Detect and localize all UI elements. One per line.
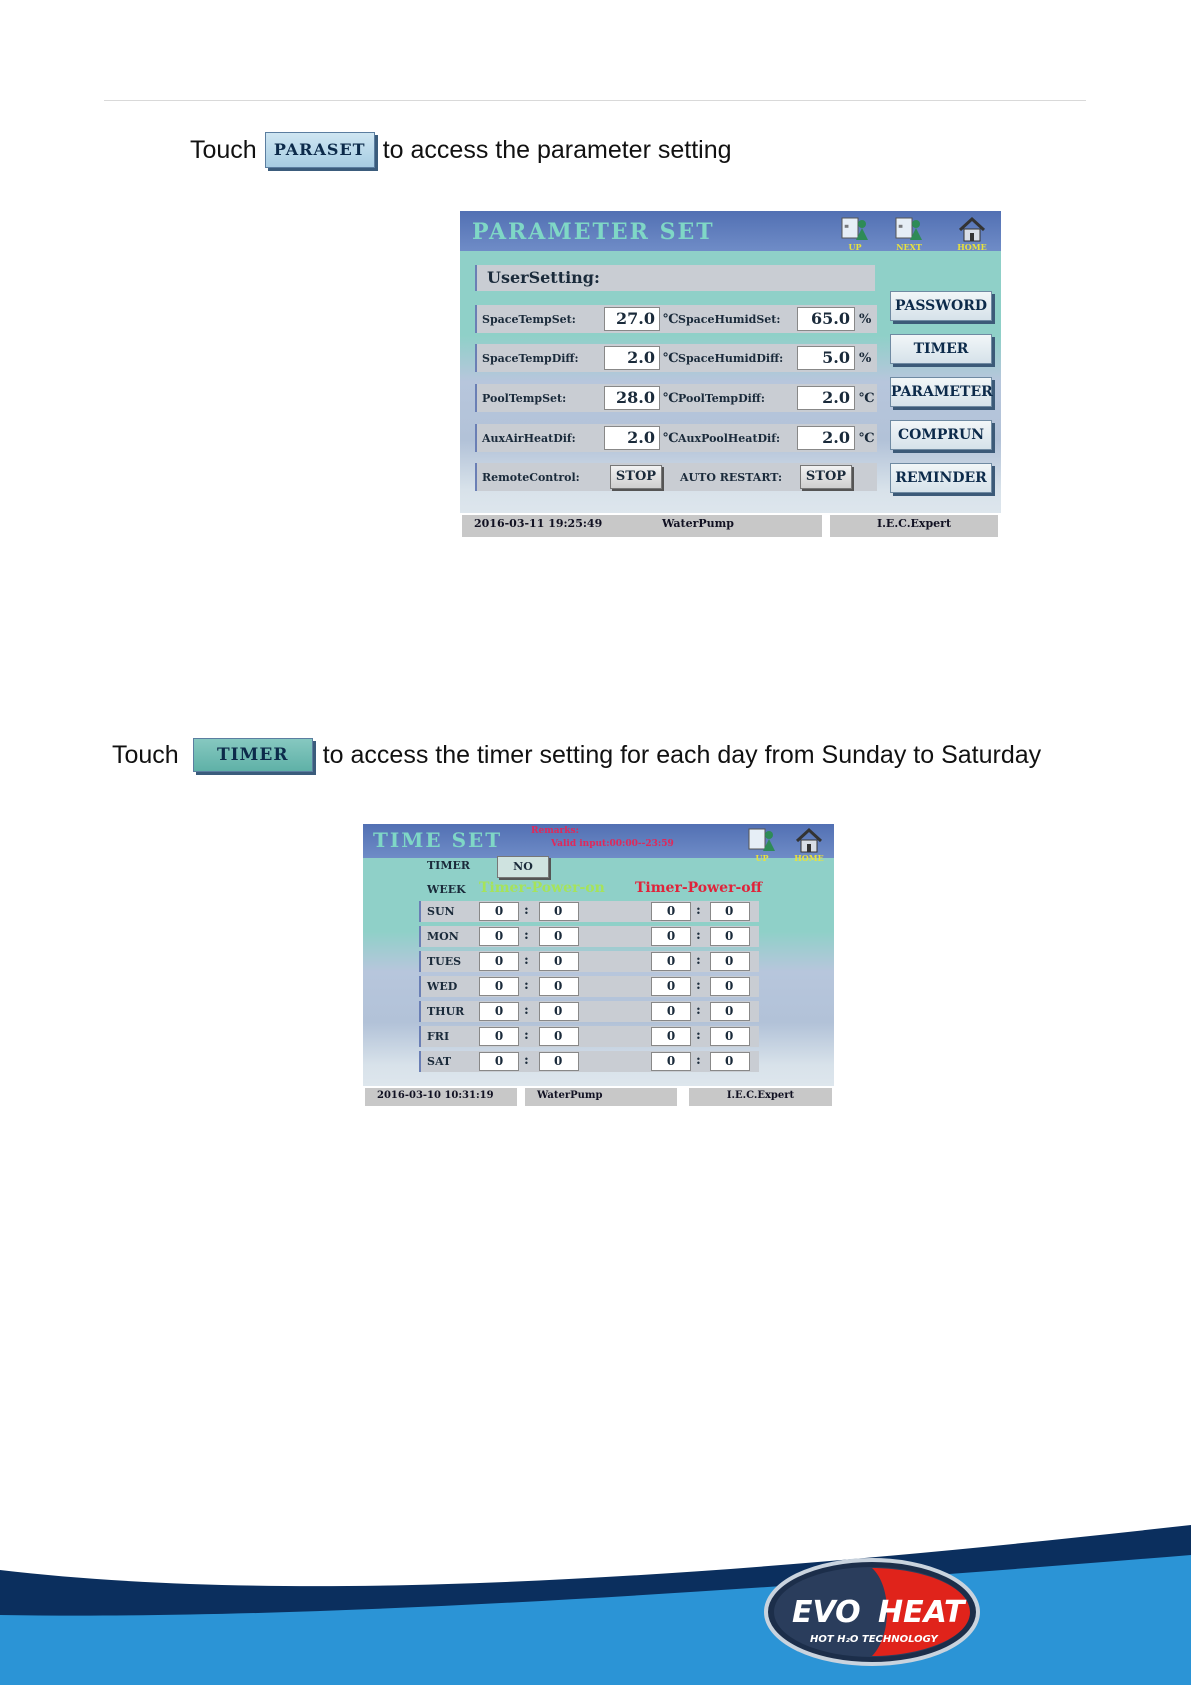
colon-separator: : <box>524 903 529 918</box>
space-temp-diff-field[interactable]: 2.0 <box>604 346 660 370</box>
instruction-text: to access the timer setting for each day from Sunday to Saturday <box>322 740 1042 769</box>
pool-temp-set-field[interactable]: 28.0 <box>604 386 660 410</box>
space-temp-set-field[interactable]: 27.0 <box>604 307 660 331</box>
home-label: HOME <box>957 242 987 252</box>
day-label: SAT <box>427 1055 452 1068</box>
unit-label: ℃ <box>663 312 679 327</box>
power-off-hour-field[interactable]: 0 <box>651 902 691 921</box>
param-label: PoolTempSet: <box>482 392 567 405</box>
home-label: HOME <box>794 853 824 863</box>
user-setting-section: UserSetting: <box>475 265 875 291</box>
time-set-screen <box>363 824 834 1108</box>
day-row <box>419 1026 759 1047</box>
power-on-hour-field[interactable]: 0 <box>479 902 519 921</box>
power-on-hour-field[interactable]: 0 <box>479 1052 519 1071</box>
paraset-button[interactable]: PARASET <box>265 132 375 168</box>
timer-inline-button[interactable]: TIMER <box>193 738 313 772</box>
power-off-minute-field[interactable]: 0 <box>710 977 750 996</box>
colon-separator: : <box>524 953 529 968</box>
week-label: WEEK <box>427 883 466 896</box>
day-label: THUR <box>427 1005 465 1018</box>
day-row <box>419 1051 759 1072</box>
home-icon[interactable] <box>792 825 826 861</box>
auto-restart-label: AUTO RESTART: <box>680 471 783 484</box>
status-device: WaterPump <box>646 515 822 537</box>
instruction-touch-text: Touch <box>190 135 257 164</box>
power-off-hour-field[interactable]: 0 <box>651 1027 691 1046</box>
colon-separator: : <box>524 928 529 943</box>
remote-stop-button[interactable]: STOP <box>610 465 662 489</box>
unit-label: ℃ <box>663 391 679 406</box>
remarks-label: Remarks: <box>531 826 579 836</box>
page-next-icon[interactable] <box>892 214 926 250</box>
pool-temp-diff-field[interactable]: 2.0 <box>797 386 855 410</box>
colon-separator: : <box>696 1003 701 1018</box>
timer-button[interactable]: TIMER <box>890 334 992 364</box>
remote-control-label: RemoteControl: <box>482 471 580 484</box>
unit-label: % <box>859 312 872 327</box>
day-label: MON <box>427 930 459 943</box>
power-off-minute-field[interactable]: 0 <box>710 1002 750 1021</box>
power-off-hour-field[interactable]: 0 <box>651 977 691 996</box>
colon-separator: : <box>524 1028 529 1043</box>
password-button[interactable]: PASSWORD <box>890 291 992 321</box>
colon-separator: : <box>696 1028 701 1043</box>
power-on-minute-field[interactable]: 0 <box>539 977 579 996</box>
power-on-header: Timer-Power-on <box>479 880 605 896</box>
status-brand: I.E.C.Expert <box>830 515 998 537</box>
param-label: SpaceHumidDiff: <box>678 352 784 365</box>
power-off-minute-field[interactable]: 0 <box>710 902 750 921</box>
space-humid-diff-field[interactable]: 5.0 <box>797 346 855 370</box>
day-label: FRI <box>427 1030 450 1043</box>
unit-label: ℃ <box>663 431 679 446</box>
status-device: WaterPump <box>525 1088 677 1106</box>
day-row <box>419 1001 759 1022</box>
header-rule <box>104 100 1086 101</box>
power-off-minute-field[interactable]: 0 <box>710 1052 750 1071</box>
svg-text:EVO: EVO <box>792 1595 861 1630</box>
power-off-minute-field[interactable]: 0 <box>710 927 750 946</box>
power-off-header: Timer-Power-off <box>635 880 763 896</box>
footer-wave <box>0 1525 1191 1685</box>
power-off-hour-field[interactable]: 0 <box>651 1002 691 1021</box>
status-datetime: 2016-03-10 10:31:19 <box>365 1088 517 1106</box>
parameter-button[interactable]: PARAMETER <box>890 377 992 407</box>
param-label: SpaceTempSet: <box>482 313 576 326</box>
param-label: PoolTempDiff: <box>678 392 765 405</box>
power-on-minute-field[interactable]: 0 <box>539 927 579 946</box>
colon-separator: : <box>696 903 701 918</box>
status-bar <box>460 513 1001 539</box>
aux-pool-heat-dif-field[interactable]: 2.0 <box>797 426 855 450</box>
screen-title: PARAMETER SET <box>472 219 715 245</box>
power-on-minute-field[interactable]: 0 <box>539 1052 579 1071</box>
aux-air-heat-dif-field[interactable]: 2.0 <box>604 426 660 450</box>
power-on-hour-field[interactable]: 0 <box>479 927 519 946</box>
status-bar <box>363 1086 834 1108</box>
unit-label: ℃ <box>859 431 875 446</box>
power-on-hour-field[interactable]: 0 <box>479 977 519 996</box>
colon-separator: : <box>524 1003 529 1018</box>
valid-input-note: Valid input:00:00--23:59 <box>551 839 674 849</box>
power-off-hour-field[interactable]: 0 <box>651 1052 691 1071</box>
screen-title: TIME SET <box>373 828 503 852</box>
up-label: UP <box>755 853 769 863</box>
footer-wave-graphic <box>0 1525 1191 1685</box>
param-label: AuxAirHeatDif: <box>482 432 576 445</box>
space-humid-set-field[interactable]: 65.0 <box>797 307 855 331</box>
evo-heat-logo <box>762 1556 982 1668</box>
power-on-minute-field[interactable]: 0 <box>539 1002 579 1021</box>
instruction-touch-text: Touch <box>112 740 179 769</box>
timer-label: TIMER <box>427 859 471 872</box>
power-on-hour-field[interactable]: 0 <box>479 1002 519 1021</box>
power-on-minute-field[interactable]: 0 <box>539 1027 579 1046</box>
paraset-instruction <box>190 132 732 168</box>
status-brand: I.E.C.Expert <box>689 1088 832 1106</box>
colon-separator: : <box>524 1053 529 1068</box>
svg-text:HEAT: HEAT <box>878 1595 965 1630</box>
power-off-hour-field[interactable]: 0 <box>651 927 691 946</box>
page-up-icon[interactable] <box>838 214 872 250</box>
power-off-minute-field[interactable]: 0 <box>710 952 750 971</box>
reminder-button[interactable]: REMINDER <box>890 463 992 493</box>
auto-restart-stop-button[interactable]: STOP <box>800 465 852 489</box>
svg-text:≡: ≡ <box>898 223 904 230</box>
day-label: SUN <box>427 905 455 918</box>
power-on-hour-field[interactable]: 0 <box>479 952 519 971</box>
timer-instruction <box>112 738 1041 772</box>
day-row <box>419 951 759 972</box>
power-on-minute-field[interactable]: 0 <box>539 952 579 971</box>
colon-separator: : <box>696 953 701 968</box>
svg-text:HOT H₂O TECHNOLOGY: HOT H₂O TECHNOLOGY <box>810 1634 938 1645</box>
day-row <box>419 901 759 922</box>
param-label: AuxPoolHeatDif: <box>678 432 781 445</box>
unit-label: ℃ <box>663 351 679 366</box>
day-label: TUES <box>427 955 462 968</box>
colon-separator: : <box>696 978 701 993</box>
power-off-minute-field[interactable]: 0 <box>710 1027 750 1046</box>
comprun-button[interactable]: COMPRUN <box>890 420 992 450</box>
param-label: SpaceTempDiff: <box>482 352 579 365</box>
next-label: NEXT <box>896 242 922 252</box>
svg-text:≡: ≡ <box>844 223 850 230</box>
power-on-minute-field[interactable]: 0 <box>539 902 579 921</box>
parameter-set-screen <box>460 211 1001 539</box>
home-icon[interactable] <box>955 214 989 250</box>
colon-separator: : <box>696 928 701 943</box>
colon-separator: : <box>696 1053 701 1068</box>
page-up-icon[interactable] <box>745 825 779 861</box>
power-off-hour-field[interactable]: 0 <box>651 952 691 971</box>
timer-toggle[interactable]: NO <box>497 856 549 878</box>
day-label: WED <box>427 980 458 993</box>
day-row <box>419 976 759 997</box>
day-row <box>419 926 759 947</box>
instruction-text: to access the parameter setting <box>382 135 732 164</box>
status-datetime: 2016-03-11 19:25:49 <box>462 515 654 537</box>
unit-label: ℃ <box>859 391 875 406</box>
unit-label: % <box>859 351 872 366</box>
colon-separator: : <box>524 978 529 993</box>
up-label: UP <box>848 242 862 252</box>
param-label: SpaceHumidSet: <box>678 313 781 326</box>
power-on-hour-field[interactable]: 0 <box>479 1027 519 1046</box>
